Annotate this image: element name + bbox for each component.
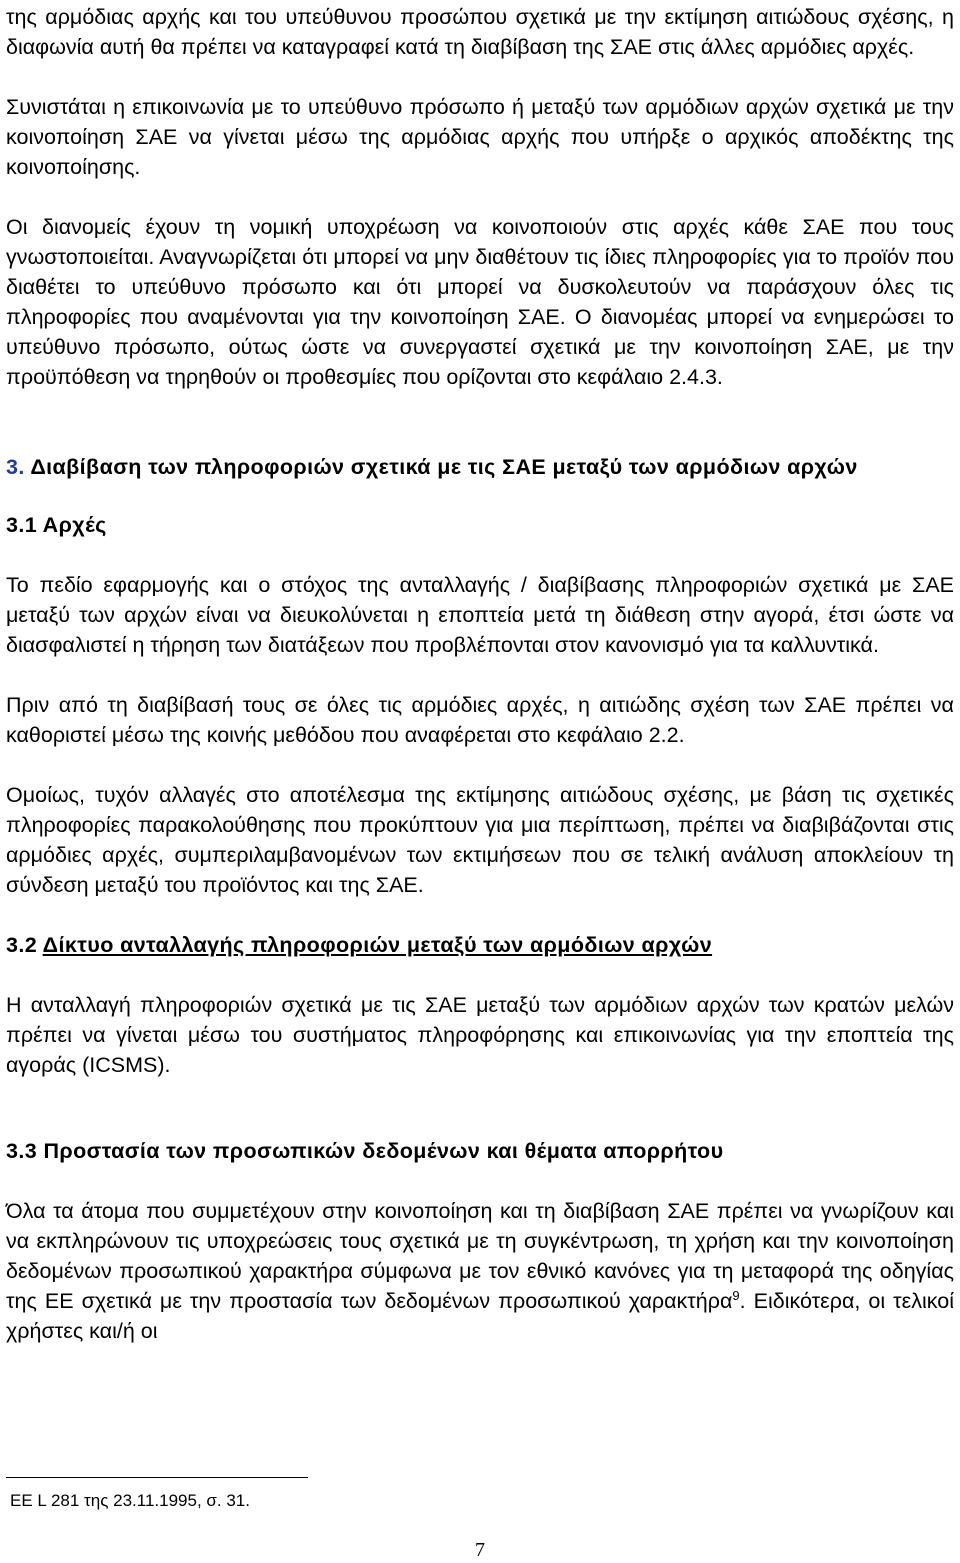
footnote-text: ΕΕ L 281 της 23.11.1995, σ. 31. [10, 1491, 250, 1510]
section-3-3-heading: 3.3 Προστασία των προσωπικών δεδομένων και θέματα απορρήτου [6, 1139, 724, 1163]
paragraph-scope: Το πεδίο εφαρμογής και ο στόχος της ανταλλαγής / διαβίβασης πληροφοριών σχετικά με ΣΑΕ μεταξύ των αρχών είναι να διευκολύνεται η εποπτεία μετά τη διάθεση στην αγορά, έτσι ώστε να διασφαλιστεί η τήρηση των διατάξεων που προβλέπονται στον κανονισμό για τα καλλυντικά. [6, 573, 954, 657]
footnote-separator [6, 1477, 308, 1478]
section-3-number: 3. [6, 455, 25, 479]
section-3-1-heading: 3.1 Αρχές [6, 513, 107, 537]
section-3-2-heading [6, 930, 954, 960]
paragraph-disagreement: της αρμόδιας αρχής και του υπεύθυνου προσώπου σχετικά με την εκτίμηση αιτιώδους σχέσης, η διαφωνία αυτή θα πρέπει να καταγραφεί κατά τη διαβίβαση της ΣΑΕ στις άλλες αρμόδιες αρχές. [6, 5, 954, 59]
paragraph-icsms: Η ανταλλαγή πληροφοριών σχετικά με τις ΣΑΕ μεταξύ των αρμόδιων αρχών των κρατών μελών πρέπει να γίνεται μέσω του συστήματος πληροφόρησης και επικοινωνίας για την εποπτεία της αγοράς (ICSMS). [6, 993, 954, 1077]
paragraph-communication: Συνιστάται η επικοινωνία με το υπεύθυνο πρόσωπο ή μεταξύ των αρμόδιων αρχών σχετικά με την κοινοποίηση ΣΑΕ να γίνεται μέσω της αρμόδιας αρχής που υπήρξε ο αρχικός αποδέκτης της κοινοποίησης. [6, 95, 954, 179]
paragraph-data-protection [6, 1196, 954, 1346]
data-protection-tail: . Ειδικότερα, οι τελικοί χρήστες και/ή οι [6, 1289, 954, 1343]
document-page [6, 0, 954, 1346]
paragraph-distributors: Οι διανομείς έχουν τη νομική υποχρέωση να κοινοποιούν στις αρχές κάθε ΣΑΕ που τους γνωστοποιείται. Αναγνωρίζεται ότι μπορεί να μην διαθέτουν τις ίδιες πληροφορίες για το προϊόν που διαθέτει το υπεύθυνο πρόσωπο και ότι μπορεί να δυσκολευτούν να παράσχουν όλες τις πληροφορίες που αναμένονται για την κοινοποίηση ΣΑΕ. Ο διανομέας μπορεί να ενημερώσει το υπεύθυνο πρόσωπο, ούτως ώστε να συνεργαστεί σχετικά με την κοινοποίηση ΣΑΕ, με την προϋπόθεση να τηρηθούν οι προθεσμίες που ορίζονται στο κεφάλαιο 2.4.3. [6, 215, 954, 389]
section-3-title: Διαβίβαση των πληροφοριών σχετικά με τις ΣΑΕ μεταξύ των αρμόδιων αρχών [30, 455, 858, 479]
page-number: 7 [475, 1539, 485, 1561]
paragraph-changes: Ομοίως, τυχόν αλλαγές στο αποτέλεσμα της εκτίμησης αιτιώδους σχέσης, με βάση τις σχετικές πληροφορίες παρακολούθησης που προκύπτουν για μια περίπτωση, πρέπει να διαβιβάζονται στις αρμόδιες αρχές, συμπεριλαμβανομένων των εκτιμήσεων που σε τελική ανάλυση αποκλείουν τη σύνδεση μεταξύ του προϊόντος και της ΣΑΕ. [6, 783, 954, 897]
footnote-reference: 9 [732, 1287, 740, 1303]
data-protection-text: Όλα τα άτομα που συμμετέχουν στην κοινοποίηση και τη διαβίβαση ΣΑΕ πρέπει να γνωρίζουν και να εκπληρώνουν τις υποχρεώσεις τους σχετικά με τη συγκέντρωση, τη χρήση και την κοινοποίηση δεδομένων προσωπικού χαρακτήρα σύμφωνα με τον εθνικό κανόνες για τη μεταφορά της οδηγίας της ΕΕ σχετικά με την προστασία των δεδομένων προσωπικού χαρακτήρα [6, 1199, 954, 1313]
paragraph-before-transmission: Πριν από τη διαβίβασή τους σε όλες τις αρμόδιες αρχές, η αιτιώδης σχέση των ΣΑΕ πρέπει να καθοριστεί μέσω της κοινής μεθόδου που αναφέρεται στο κεφάλαιο 2.2. [6, 693, 954, 747]
section-3-2-title: Δίκτυο ανταλλαγής πληροφοριών μεταξύ των αρμόδιων αρχών [42, 933, 713, 957]
section-3-heading [6, 452, 954, 482]
section-3-2-number: 3.2 [6, 933, 38, 957]
